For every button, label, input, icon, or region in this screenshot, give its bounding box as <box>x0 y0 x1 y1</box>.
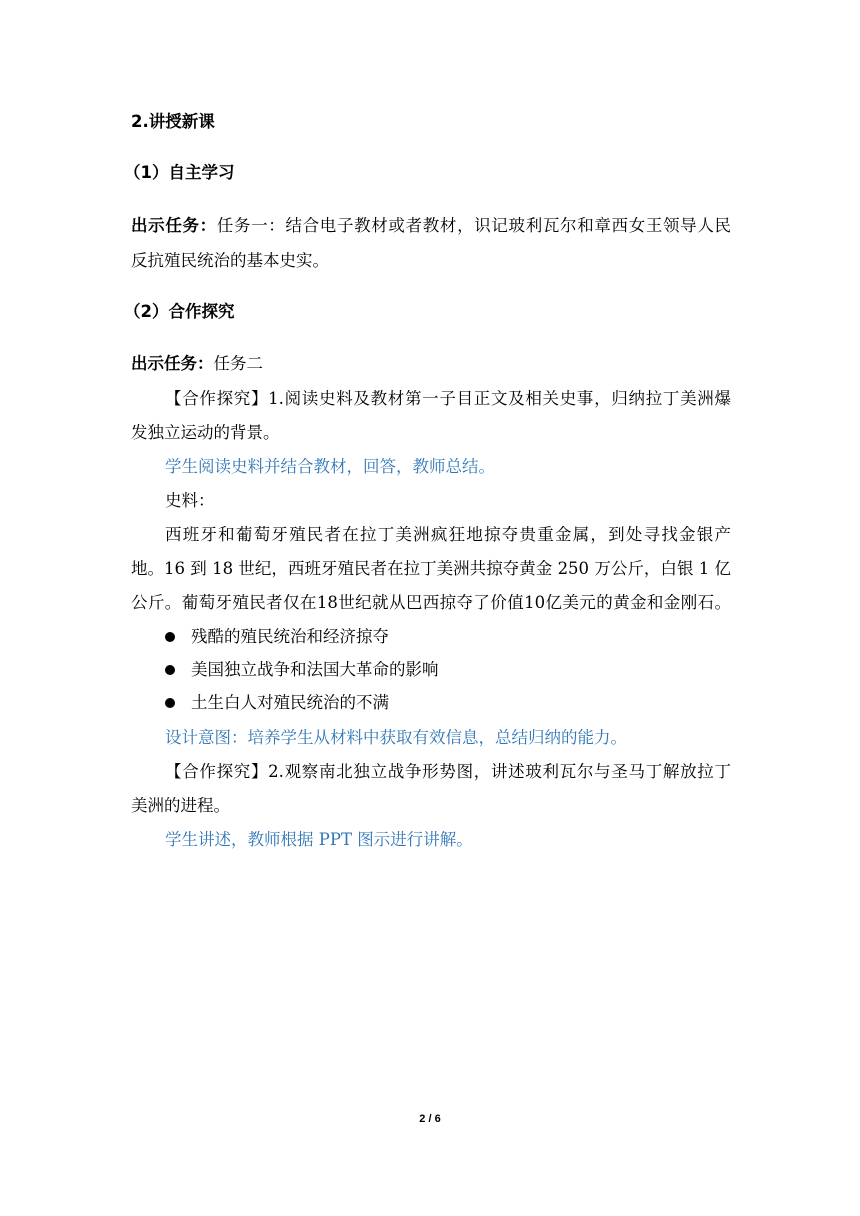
subsection-cooperative-inquiry: （2）合作探究 <box>124 302 235 321</box>
bullet-dot-icon <box>165 698 175 708</box>
task1-label: 出示任务： <box>131 216 217 235</box>
task2-label: 出示任务： <box>131 354 214 373</box>
section-heading: 2.讲授新课 <box>131 112 215 131</box>
source-label: 史料： <box>165 491 215 510</box>
source-line3: 公斤。葡萄牙殖民者仅在18世纪就从巴西掠夺了价值10亿美元的黄金和金刚石。 <box>131 593 731 612</box>
bullet-text: 美国独立战争和法国大革命的影响 <box>191 660 439 679</box>
bullet-text: 土生白人对殖民统治的不满 <box>191 693 389 712</box>
inquiry2-line1: 【合作探究】2.观察南北独立战争形势图，讲述玻利瓦尔与圣马丁解放拉丁 <box>165 762 731 781</box>
task2-text: 任务二 <box>213 354 263 373</box>
bullet-dot-icon <box>165 632 175 642</box>
source-line2: 地。16 到 18 世纪，西班牙殖民者在拉丁美洲共掠夺黄金 250 万公斤，白银 1 亿 <box>131 559 731 578</box>
inquiry2-line2: 美洲的进程。 <box>131 796 230 815</box>
design-intent: 设计意图：培养学生从材料中获取有效信息，总结归纳的能力。 <box>165 728 627 747</box>
task1-line1 <box>131 216 731 236</box>
source-line1: 西班牙和葡萄牙殖民者在拉丁美洲疯狂地掠夺贵重金属，到处寻找金银产 <box>165 525 731 544</box>
page-number: 2 / 6 <box>419 1113 441 1125</box>
inquiry1-line2: 发独立运动的背景。 <box>131 423 280 442</box>
task2-line <box>131 354 731 374</box>
inquiry1-line1: 【合作探究】1.阅读史料及教材第一子目正文及相关史事，归纳拉丁美洲爆 <box>165 389 731 408</box>
bullet-dot-icon <box>165 665 175 675</box>
task1-text: 任务一：结合电子教材或者教材，识记玻利瓦尔和章西女王领导人民 <box>216 216 732 235</box>
bullet-text: 残酷的殖民统治和经济掠夺 <box>191 627 389 646</box>
task1-line2: 反抗殖民统治的基本史实。 <box>131 251 329 270</box>
student-answer-1: 学生阅读史料并结合教材，回答，教师总结。 <box>165 457 495 476</box>
student-answer-2: 学生讲述，教师根据 PPT 图示进行讲解。 <box>165 830 473 849</box>
subsection-self-study: （1）自主学习 <box>124 163 235 182</box>
